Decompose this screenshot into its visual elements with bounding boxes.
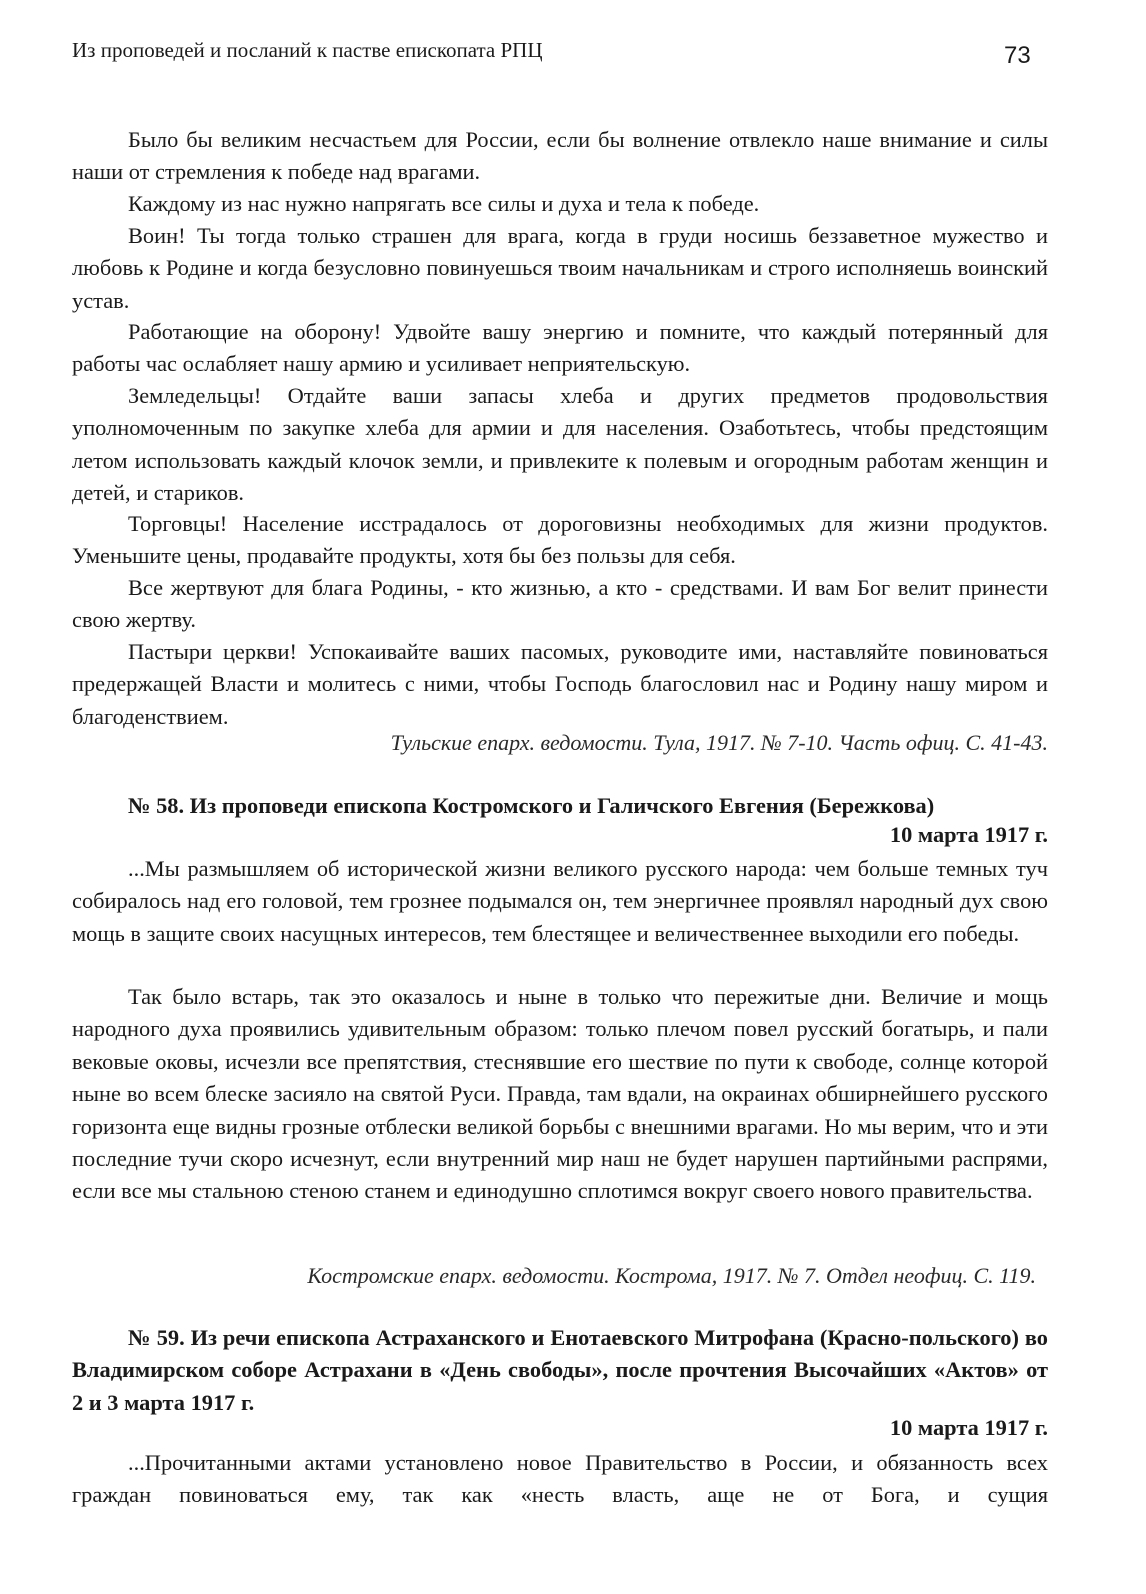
running-head: Из проповедей и посланий к пастве епископата РПЦ (72, 38, 543, 62)
paragraph: Воин! Ты тогда только страшен для врага, когда в груди носишь беззаветное мужество и любовь к Родине и когда безусловно повинуешься твоим начальникам и строго исполняешь воинский устав. (72, 223, 1048, 313)
document-date: 10 марта 1917 г. (889, 1415, 1048, 1440)
source-citation: Тульские епарх. ведомости. Тула, 1917. № 7-10. Часть офиц. С. 41-43. (390, 730, 1048, 755)
paragraph: Работающие на оборону! Удвойте вашу энергию и помните, что каждый потерянный для работы час ослабляет нашу армию и усиливает неприятельскую. (72, 319, 1048, 377)
paragraph: ...Прочитанными актами установлено новое Правительство в России, и обязанность всех граждан повиноваться ему, так как «несть власть, аще не от Бога, и сущия (72, 1450, 1048, 1508)
document-heading: № 59. Из речи епископа Астраханского и Енотаевского Митрофана (Красно-польского) во Владимирском соборе Астрахани в «День свободы», после прочтения Высочайших «Актов» от 2 и 3 марта 1917 г. (72, 1325, 1048, 1415)
source-citation: Костромские епарх. ведомости. Кострома, 1917. № 7. Отдел неофиц. С. 119. (307, 1263, 1036, 1288)
paragraph: Пастыри церкви! Успокаивайте ваших пасомых, руководите ими, наставляйте повиноваться предержащей Власти и молитесь с ними, чтобы Господь благословил нас и Родину нашу миром и благоденствием. (72, 639, 1048, 729)
paragraph: Земледельцы! Отдайте ваши запасы хлеба и других предметов продовольствия уполномоченным по закупке хлеба для армии и для населения. Озаботьтесь, чтобы предстоящим летом использовать каждый клочок земли, и привлеките к полевым и огородным работам женщин и детей, и стариков. (72, 383, 1048, 506)
paragraph: Каждому из нас нужно напрягать все силы и духа и тела к победе. (128, 191, 760, 216)
paragraph: Так было встарь, так это оказалось и ныне в только что пережитые дни. Величие и мощь народного духа проявились удивительным образом: только плечом повел русский богатырь, и пали вековые оковы, исчезли все препятствия, стеснявшие его шествие по пути к свободе, солнце которой ныне во всем блеске засияло на святой Руси. Правда, там вдали, на окраинах обширнейшего русского горизонта еще видны грозные отблески великой борьбы с внешними врагами. Но мы верим, что и эти последние тучи скоро исчезнут, если внутренний мир наш не будет нарушен партийными распрями, если все мы стальною стеною станем и единодушно сплотимся вокруг своего нового правительства. (72, 984, 1048, 1204)
page-number: 73 (1004, 42, 1031, 69)
document-heading: № 58. Из проповеди епископа Костромского и Галичского Евгения (Бережкова) (128, 793, 935, 818)
paragraph: Торговцы! Население исстрадалось от дороговизны необходимых для жизни продуктов. Уменьшите цены, продавайте продукты, хотя бы без пользы для себя. (72, 511, 1048, 569)
paragraph: Все жертвуют для блага Родины, - кто жизнью, а кто - средствами. И вам Бог велит принести свою жертву. (72, 575, 1048, 633)
paragraph: Было бы великим несчастьем для России, если бы волнение отвлекло наше внимание и силы наши от стремления к победе над врагами. (72, 127, 1048, 185)
paragraph: ...Мы размышляем об исторической жизни великого русского народа: чем больше темных туч собиралось над его головой, тем грознее подымался он, тем энергичнее проявлял народный дух свою мощь в защите своих насущных интересов, тем блестящее и величественнее выходили его победы. (72, 856, 1048, 946)
document-date: 10 марта 1917 г. (889, 822, 1048, 847)
